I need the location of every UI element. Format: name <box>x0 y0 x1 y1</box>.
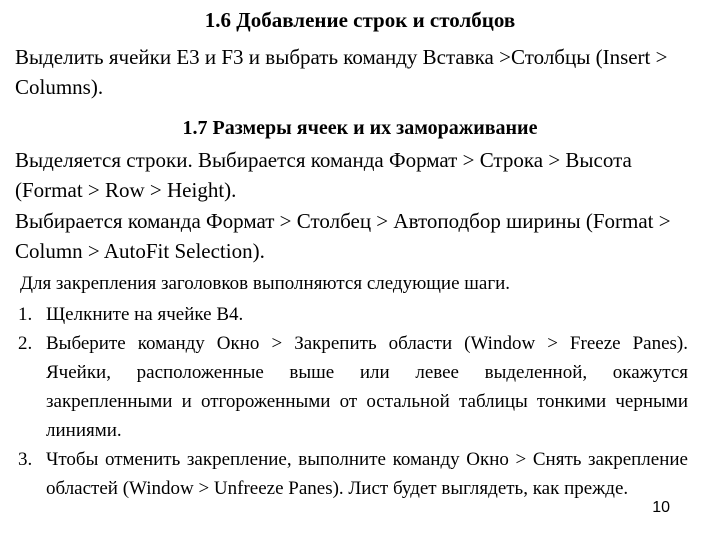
step-number: 2. <box>18 333 33 354</box>
step-number: 3. <box>18 449 33 470</box>
list-item <box>18 445 688 503</box>
row-height-text: Выделяется строки. Выбирается команда Формат > Строка > Высота (Format > Row > Height). <box>15 148 632 202</box>
list-item <box>18 300 688 329</box>
section-1-6-heading: 1.6 Добавление строк и столбцов <box>204 8 516 32</box>
list-item <box>18 329 688 445</box>
page-number: 10 <box>652 499 670 516</box>
column-autofit-text: Выбирается команда Формат > Столбец > Автоподбор ширины (Format > Column > AutoFit Selection). <box>15 209 671 263</box>
section-1-6-text: Выделить ячейки E3 и F3 и выбрать команду Вставка >Столбцы (Insert > Columns). <box>15 45 668 99</box>
freeze-steps-list <box>18 300 688 503</box>
step-text: Чтобы отменить закрепление, выполните команду Окно > Снять закрепление областей (Window > Unfreeze Panes). Лист будет выглядеть, как прежде. <box>46 449 688 499</box>
section-1-7-heading: 1.7 Размеры ячеек и их замораживание <box>182 117 538 139</box>
freeze-intro-text: Для закрепления заголовков выполняются следующие шаги. <box>20 273 511 294</box>
step-number: 1. <box>18 304 33 325</box>
step-text: Выберите команду Окно > Закрепить области (Window > Freeze Panes). Ячейки, расположенные выше или левее выделенной, окажутся закрепленными и отгороженными от остальной таблицы тонкими черными линиями. <box>46 333 688 441</box>
step-text: Щелкните на ячейке B4. <box>46 304 244 325</box>
